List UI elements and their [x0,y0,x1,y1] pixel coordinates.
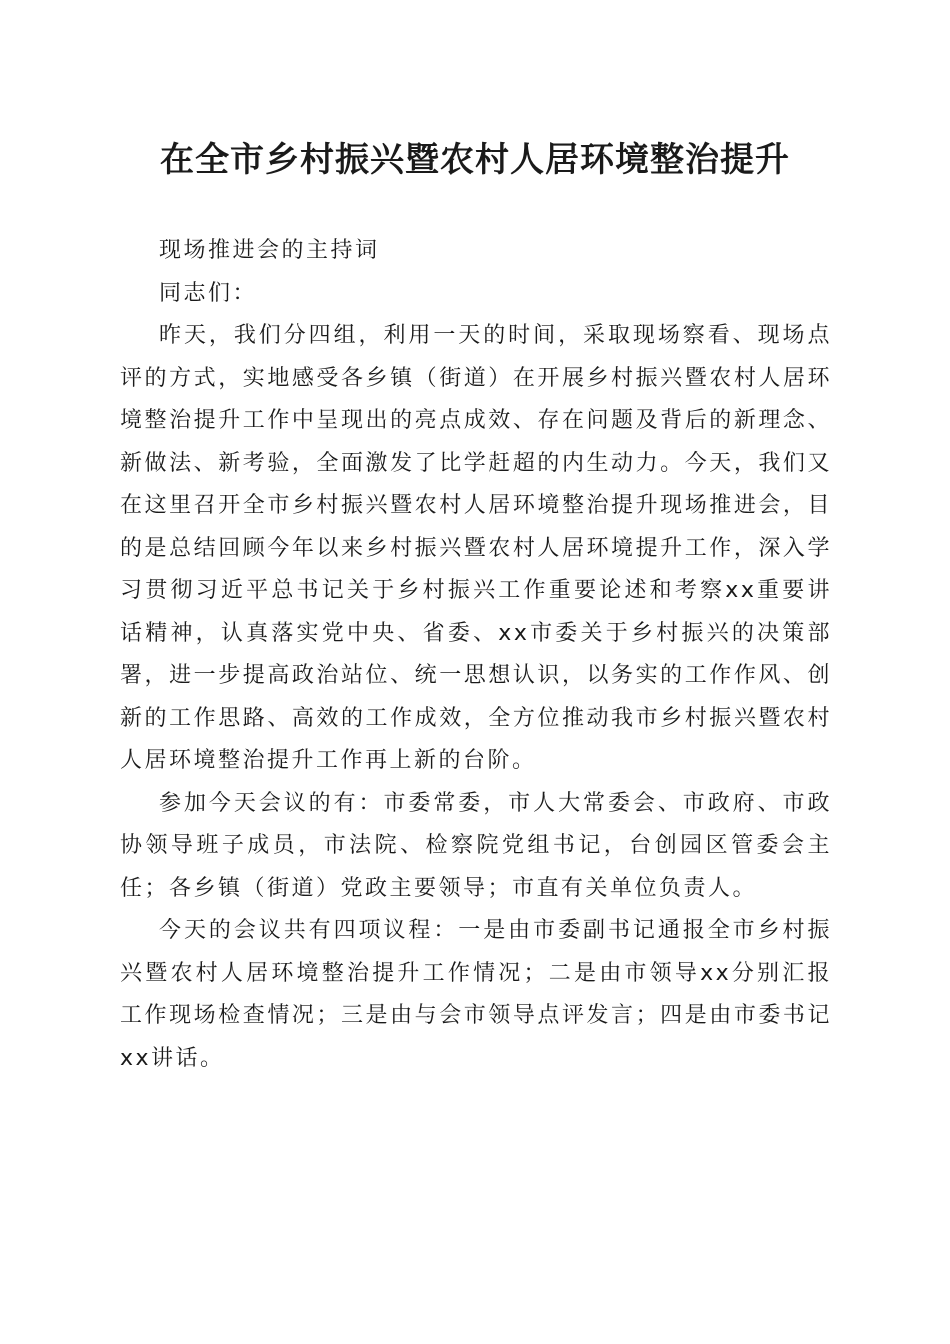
salutation-paragraph: 同志们： [159,280,258,306]
subtitle-paragraph: 现场推进会的主持词 [159,238,380,263]
document-title: 在全市乡村振兴暨农村人居环境整治提升 [160,140,790,180]
body-paragraph: 参加今天会议的有：市委常委，市人大常委会、市政府、市政协领导班子成员，市法院、检察院党组书记，台创园区管委会主任；各乡镇（街道）党政主要领导；市直有关单位负责人。 [120,790,832,901]
body-paragraph: 昨天，我们分四组，利用一天的时间，采取现场察看、现场点评的方式，实地感受各乡镇（街道）在开展乡村振兴暨农村人居环境整治提升工作中呈现出的亮点成效、存在问题及背后的新理念、新做法、新考验，全面激发了比学赶超的内生动力。今天，我们又在这里召开全市乡村振兴暨农村人居环境整治提升现场推进会，目的是总结回顾今年以来乡村振兴暨农村人居环境提升工作，深入学习贯彻习近平总书记关于乡村振兴工作重要论述和考察xx重要讲话精神，认真落实党中央、省委、xx市委关于乡村振兴的决策部署，进一步提高政治站位、统一思想认识，以务实的工作作风、创新的工作思路、高效的工作成效，全方位推动我市乡村振兴暨农村人居环境整治提升工作再上新的台阶。 [120,323,832,773]
document-body [120,230,832,1080]
body-paragraph: 今天的会议共有四项议程：一是由市委副书记通报全市乡村振兴暨农村人居环境整治提升工作情况；二是由市领导xx分别汇报工作现场检查情况；三是由与会市领导点评发言；四是由市委书记xx讲话。 [120,918,832,1071]
